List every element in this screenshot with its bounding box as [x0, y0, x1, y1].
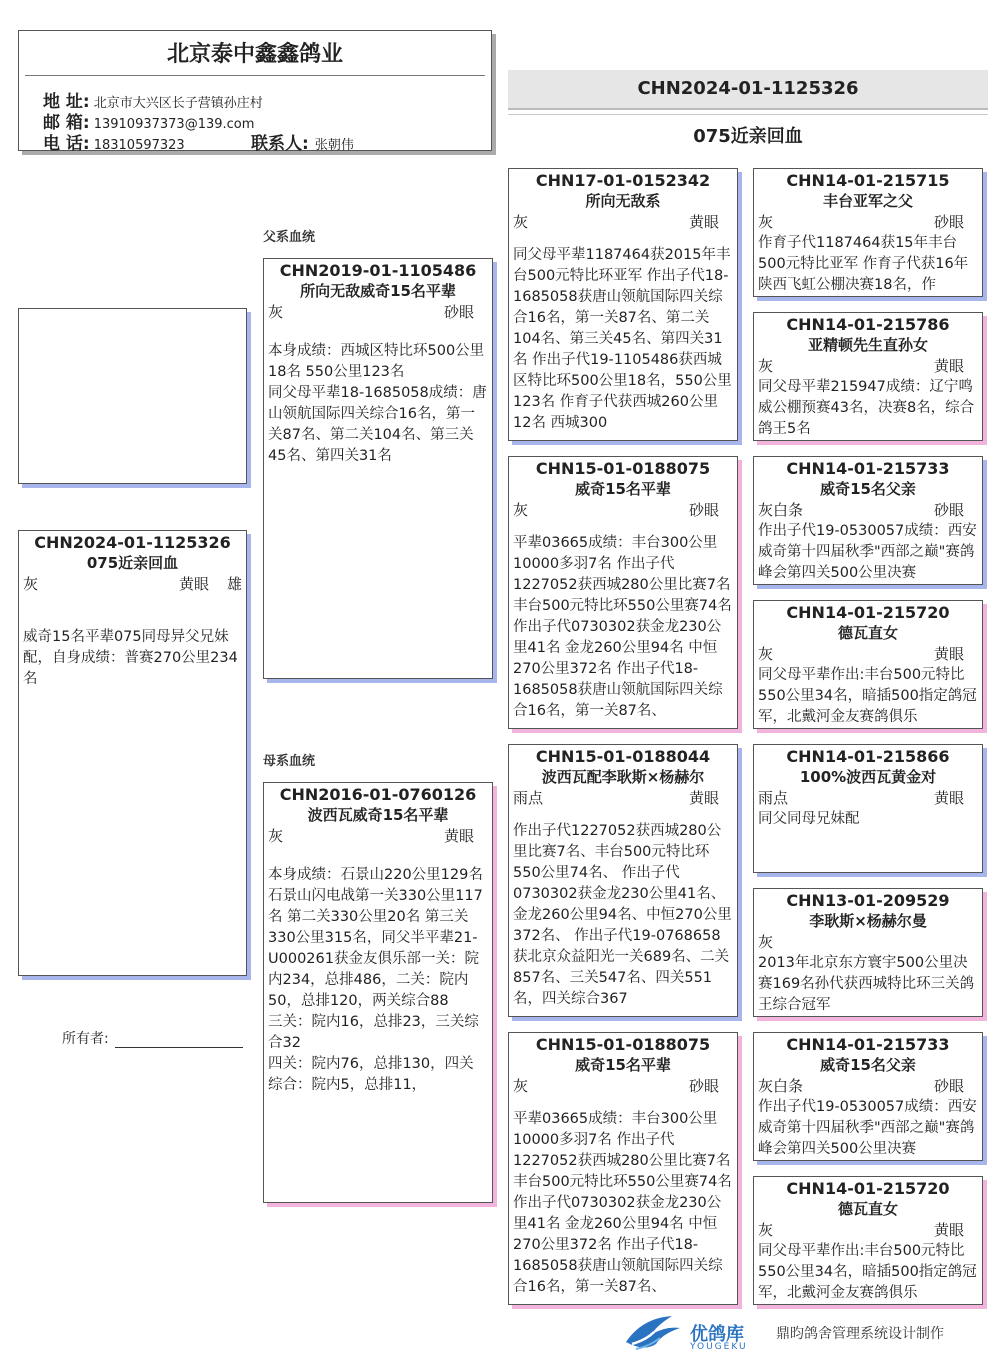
gg-ring: CHN14-01-215715 — [786, 171, 950, 190]
subject-note: 威奇15名平辈075同母异父兄妹配，自身成绩：普赛270公里234名 — [23, 629, 238, 687]
grand-note: 同父母平辈1187464获2015年丰台500元特比环亚军 作出子代18-1685058获唐山领航国际四关综合16名，第一关87名、第二关104名、第三关45名、第四关31名 作出子代19-1105486获西城区特比环500公里18名，550公里123名 作育子代获西城260公里12名 西城300 — [513, 247, 732, 431]
gg-color: 灰白条 — [758, 1077, 804, 1095]
breeder-header — [18, 30, 492, 154]
gg-eye: 砂眼 — [933, 501, 964, 519]
gg-name: 德瓦直女 — [837, 624, 898, 642]
grandsire-paternal-card — [508, 168, 738, 441]
brand-logo-icon — [622, 1312, 684, 1354]
grand-eye: 砂眼 — [688, 501, 719, 519]
owner-label: 所有者: — [62, 1031, 109, 1047]
grand-color: 灰 — [513, 501, 529, 519]
grand-name: 波西瓦配李耿斯×杨赫尔 — [541, 768, 705, 786]
dam-note: 本身成绩：石景山220公里129名 石景山闪电战第一关330公里117名 第二关330公里20名 第三关330公里315名，同父半平辈21-U000261获金友俱乐部一关：院内234，总排486，二关：院内50，总排120，两关综合88 三关：院内16，总排23，三关综合32 四关：院内76，总排130，四关综合：院内5，总排11， — [268, 867, 483, 1093]
phone-label: 电 话: — [43, 134, 90, 154]
phone-row — [43, 129, 185, 154]
gg-note: 作育子代1187464获15年丰台500元特比亚军 作育子代获16年陕西飞虹公棚决赛18名，作 — [758, 235, 969, 293]
subject-color: 灰 — [23, 575, 39, 593]
grand-attrs — [509, 1075, 737, 1097]
brand-name-en: YOUGEKU — [690, 1342, 748, 1352]
gg-color: 灰 — [758, 933, 774, 951]
banner-divider — [508, 114, 988, 115]
grand-eye: 黄眼 — [688, 213, 719, 231]
breeder-name: 北京泰中鑫鑫鸽业 — [166, 42, 343, 67]
grand-eye: 黄眼 — [688, 789, 719, 807]
dam-ring: CHN2016-01-0760126 — [279, 785, 477, 804]
granddam-paternal-card — [508, 456, 738, 729]
dam-card — [263, 782, 493, 1203]
grand-color: 雨点 — [513, 789, 544, 807]
dam-line-label: 母系血统 — [263, 754, 316, 769]
grand-name: 威奇15名平辈 — [575, 1056, 671, 1074]
gg-attrs — [754, 355, 982, 377]
gg-ring: CHN14-01-215720 — [786, 1179, 950, 1198]
gg-attrs — [754, 1219, 982, 1241]
gg-note: 作出子代19-0530057成绩：西安威奇第十四届秋季"西部之巅"赛鸽峰会第四关500公里决赛 — [758, 1099, 977, 1157]
contact-row — [251, 129, 354, 154]
footer-credit: 鼎昀鸽舍管理系统设计制作 — [776, 1326, 944, 1342]
gg-note: 同父母平辈作出:丰台500元特比550公里34名，暗插500指定鸽冠军，北戴河金友赛鸽俱乐 — [758, 667, 977, 725]
gg-attrs — [754, 211, 982, 233]
gg-name: 李耿斯×杨赫尔曼 — [809, 912, 927, 930]
grand-note: 平辈03665成绩：丰台300公里10000多羽7名 作出子代1227052获西城280公里比赛7名 丰台500元特比环550公里赛74名 作出子代0730302获金龙230公里41名 金龙260公里94名 中恒270公里372名 作出子代18-1685058获唐山领航国际四关综合16名，第一关87名、 — [513, 535, 732, 719]
dam-color: 灰 — [268, 827, 284, 845]
gg-attrs — [754, 499, 982, 521]
sire-ring: CHN2019-01-1105486 — [279, 261, 477, 280]
address-label: 地 址: — [43, 92, 90, 112]
gg-name: 威奇15名父亲 — [820, 1056, 916, 1074]
email-label: 邮 箱: — [43, 113, 90, 133]
gg-note: 同父母平辈215947成绩：辽宁鸣威公棚预赛43名，决赛8名，综合鸽王5名 — [758, 379, 975, 437]
subject-card — [18, 530, 247, 976]
gg-ring: CHN14-01-215733 — [786, 1035, 950, 1054]
gg-name: 丰台亚军之父 — [822, 192, 913, 210]
gg-eye: 砂眼 — [933, 213, 964, 231]
gg-note: 同父母平辈作出:丰台500元特比550公里34名，暗插500指定鸽冠军，北戴河金友赛鸽俱乐 — [758, 1243, 977, 1301]
pedigree-ring-banner: CHN2024-01-1125326 — [508, 70, 988, 110]
sire-eye: 砂眼 — [443, 303, 474, 321]
great-grandparent-card — [753, 168, 983, 297]
owner-signature-line — [115, 1035, 243, 1048]
grand-color: 灰 — [513, 1077, 529, 1095]
gg-name: 德瓦直女 — [837, 1200, 898, 1218]
grand-note: 平辈03665成绩：丰台300公里10000多羽7名 作出子代1227052获西城280公里比赛7名 丰台500元特比环550公里赛74名 作出子代0730302获金龙230公里41名 金龙260公里94名 中恒270公里372名 作出子代18-1685058获唐山领航国际四关综合16名，第一关87名、 — [513, 1111, 732, 1295]
dam-attrs — [264, 825, 492, 847]
header-divider — [25, 75, 485, 76]
gg-note: 作出子代19-0530057成绩：西安威奇第十四届秋季"西部之巅"赛鸽峰会第四关500公里决赛 — [758, 523, 977, 581]
great-grandparent-card — [753, 312, 983, 441]
gg-ring: CHN14-01-215720 — [786, 603, 950, 622]
great-grandparent-card — [753, 888, 983, 1017]
brand-name: 优鸽库 — [690, 1324, 744, 1345]
sire-color: 灰 — [268, 303, 284, 321]
gg-note: 同父同母兄妹配 — [758, 811, 860, 827]
grand-ring: CHN17-01-0152342 — [535, 171, 711, 190]
sire-attrs — [264, 301, 492, 323]
gg-name: 100%波西瓦黄金对 — [799, 768, 937, 786]
gg-eye: 黄眼 — [933, 645, 964, 663]
gg-color: 雨点 — [758, 789, 789, 807]
subject-sex: 雄 — [227, 575, 243, 593]
gg-ring: CHN13-01-209529 — [786, 891, 950, 910]
pedigree-name: 075近亲回血 — [693, 126, 803, 147]
gg-color: 灰 — [758, 357, 774, 375]
grand-name: 威奇15名平辈 — [575, 480, 671, 498]
gg-color: 灰 — [758, 1221, 774, 1239]
gg-eye: 黄眼 — [933, 789, 964, 807]
gg-color: 灰白条 — [758, 501, 804, 519]
grand-ring: CHN15-01-0188044 — [535, 747, 711, 766]
granddam-maternal-card — [508, 1032, 738, 1305]
gg-color: 灰 — [758, 213, 774, 231]
gg-attrs — [754, 787, 982, 809]
bird-photo-frame — [18, 308, 247, 484]
sire-name: 所向无敌威奇15名平辈 — [300, 282, 456, 300]
phone-value: 18310597323 — [93, 138, 185, 153]
owner-field — [62, 1028, 243, 1048]
email-value: 13910937373@139.com — [93, 117, 255, 132]
subject-name: 075近亲回血 — [86, 554, 179, 572]
grand-ring: CHN15-01-0188075 — [535, 459, 711, 478]
gg-color: 灰 — [758, 645, 774, 663]
gg-ring: CHN14-01-215786 — [786, 315, 950, 334]
gg-eye: 黄眼 — [933, 1221, 964, 1239]
grand-attrs — [509, 211, 737, 233]
great-grandparent-card — [753, 600, 983, 729]
gg-name: 亚精顿先生直孙女 — [807, 336, 928, 354]
great-grandparent-card — [753, 1176, 983, 1305]
sire-note: 本身成绩：西城区特比环500公里18名 550公里123名 同父母平辈18-1685058成绩：唐山领航国际四关综合16名，第一关87名、第二关104名、第三关45名、第四关31名 — [268, 343, 487, 464]
grand-color: 灰 — [513, 213, 529, 231]
sire-line-label: 父系血统 — [263, 230, 316, 245]
gg-attrs — [754, 643, 982, 665]
gg-eye: 黄眼 — [933, 357, 964, 375]
grand-eye: 砂眼 — [688, 1077, 719, 1095]
grand-attrs — [509, 787, 737, 809]
great-grandparent-card — [753, 456, 983, 585]
subject-ring: CHN2024-01-1125326 — [34, 533, 231, 552]
grand-ring: CHN15-01-0188075 — [535, 1035, 711, 1054]
great-grandparent-card — [753, 744, 983, 873]
contact-value: 张朝伟 — [314, 138, 354, 153]
gg-eye: 砂眼 — [933, 1077, 964, 1095]
subject-eye: 黄眼 — [179, 575, 210, 593]
grandsire-maternal-card — [508, 744, 738, 1017]
sire-card — [263, 258, 493, 679]
gg-ring: CHN14-01-215866 — [786, 747, 950, 766]
great-grandparent-card — [753, 1032, 983, 1161]
subject-attrs — [19, 573, 246, 595]
gg-note: 2013年北京东方寰宇500公里决赛169名孙代获西城特比环三关鸽王综合冠军 — [758, 955, 975, 1013]
gg-ring: CHN14-01-215733 — [786, 459, 950, 478]
grand-attrs — [509, 499, 737, 521]
grand-name: 所向无敌系 — [585, 192, 661, 210]
grand-note: 作出子代1227052获西城280公里比赛7名、丰台500元特比环550公里74名、 作出子代0730302获金龙230公里41名、金龙260公里94名、中恒270公里372名、 作出子代19-0768658获北京众益阳光一关689名、二关857名、三关547名、四关551名，四关综合367 — [513, 823, 732, 1007]
gg-attrs — [754, 1075, 982, 1097]
contact-label: 联系人: — [251, 134, 309, 154]
gg-name: 威奇15名父亲 — [820, 480, 916, 498]
address-value: 北京市大兴区长子营镇孙庄村 — [93, 96, 263, 111]
dam-name: 波西瓦威奇15名平辈 — [307, 806, 449, 824]
gg-attrs — [754, 931, 982, 953]
dam-eye: 黄眼 — [443, 827, 474, 845]
